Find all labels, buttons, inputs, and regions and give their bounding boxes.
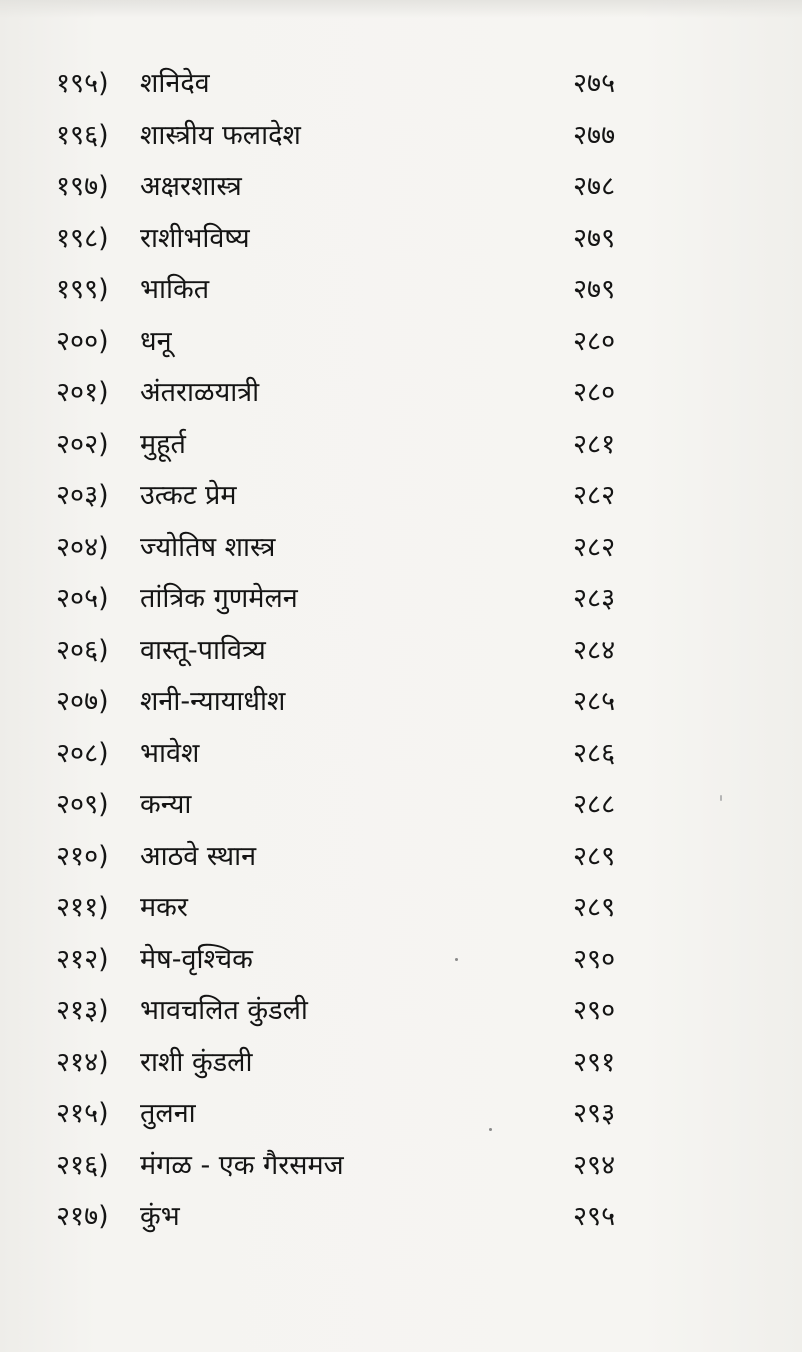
toc-entry [56,110,656,162]
entry-number: २०४) [56,531,109,563]
entry-number: २१२) [56,943,109,975]
toc-entry [56,934,656,986]
entry-title: भावेश [140,737,200,769]
entry-number: २०९) [56,789,109,820]
toc-entry [56,419,656,471]
toc-entry [56,779,656,831]
entry-number: १९९) [56,274,109,305]
toc-entry [56,1088,656,1140]
entry-title: राशी कुंडली [140,1046,253,1078]
entry-title: मकर [140,892,188,923]
toc-entry [56,161,656,213]
entry-title: ज्योतिष शास्त्र [140,531,276,563]
entry-number: २१०) [56,840,109,872]
toc-entry [56,470,656,522]
entry-title: अक्षरशास्त्र [140,171,242,202]
paper-speck [455,958,458,961]
entry-page-number: २९१ [573,1046,616,1078]
paper-speck [720,795,722,801]
entry-title: राशीभविष्य [140,222,250,254]
entry-page-number: २८३ [573,583,616,614]
toc-entry [56,831,656,883]
toc-entry [56,213,656,265]
entry-title: धनू [140,325,172,357]
entry-page-number: २८० [573,377,616,408]
entry-number: २०७) [56,686,109,717]
entry-page-number: २९० [573,943,616,975]
entry-title: अंतराळयात्री [140,377,260,408]
entry-number: २१५) [56,1098,109,1129]
toc-entry [56,728,656,780]
entry-number: २०२) [56,428,109,460]
entry-page-number: २८९ [573,892,616,923]
entry-page-number: २८४ [573,634,616,666]
entry-number: २१६) [56,1149,109,1181]
entry-number: २१४) [56,1046,109,1078]
toc-entry [56,264,656,316]
entry-page-number: २८६ [573,737,616,769]
entry-number: २०३) [56,480,109,511]
toc-entry [56,573,656,625]
table-of-contents [56,58,656,1243]
entry-title: कुंभ [140,1201,180,1232]
entry-page-number: २७७ [573,119,616,151]
entry-title: शनिदेव [140,68,210,99]
paper-speck [489,1128,492,1131]
entry-page-number: २९० [573,995,616,1026]
entry-number: २०१) [56,377,109,408]
entry-page-number: २७९ [573,222,616,254]
entry-number: २१७) [56,1201,109,1232]
entry-page-number: २८२ [573,480,616,511]
entry-page-number: २७९ [573,274,616,305]
entry-page-number: २८० [573,325,616,357]
entry-number: २०६) [56,634,109,666]
entry-title: वास्तू-पावित्र्य [140,634,266,666]
entry-page-number: २८९ [573,840,616,872]
entry-title: तुलना [140,1098,196,1129]
entry-page-number: २८२ [573,531,616,563]
entry-page-number: २७५ [573,68,616,99]
entry-title: शनी-न्यायाधीश [140,686,286,717]
entry-number: २००) [56,325,109,357]
entry-page-number: २९३ [573,1098,616,1129]
toc-entry [56,522,656,574]
entry-number: २१३) [56,995,109,1026]
entry-title: आठवे स्थान [140,840,257,872]
entry-title: कन्या [140,789,192,820]
entry-title: मंगळ - एक गैरसमज [140,1149,344,1181]
entry-number: २११) [56,892,109,923]
entry-page-number: २९४ [573,1149,616,1181]
toc-entry [56,985,656,1037]
entry-title: उत्कट प्रेम [140,480,237,511]
toc-entry [56,1140,656,1192]
entry-number: २०५) [56,583,109,614]
entry-page-number: २९५ [573,1201,616,1232]
entry-number: १९८) [56,222,109,254]
entry-title: मुहूर्त [140,428,186,460]
entry-title: मेष-वृश्चिक [140,943,253,975]
entry-title: शास्त्रीय फलादेश [140,119,301,151]
page-top-edge [0,0,802,18]
toc-entry [56,58,656,110]
entry-title: तांत्रिक गुणमेलन [140,583,298,614]
toc-entry [56,1191,656,1243]
entry-number: १९६) [56,119,109,151]
entry-number: १९७) [56,171,109,202]
toc-entry [56,367,656,419]
toc-entry [56,676,656,728]
entry-title: भाकित [140,274,210,305]
entry-page-number: २८५ [573,686,616,717]
entry-number: १९५) [56,68,109,99]
toc-entry [56,316,656,368]
entry-page-number: २८१ [573,428,616,460]
toc-entry [56,1037,656,1089]
toc-entry [56,882,656,934]
entry-page-number: २८८ [573,789,616,820]
entry-page-number: २७८ [573,171,616,202]
entry-title: भावचलित कुंडली [140,995,308,1026]
toc-entry [56,625,656,677]
entry-number: २०८) [56,737,109,769]
